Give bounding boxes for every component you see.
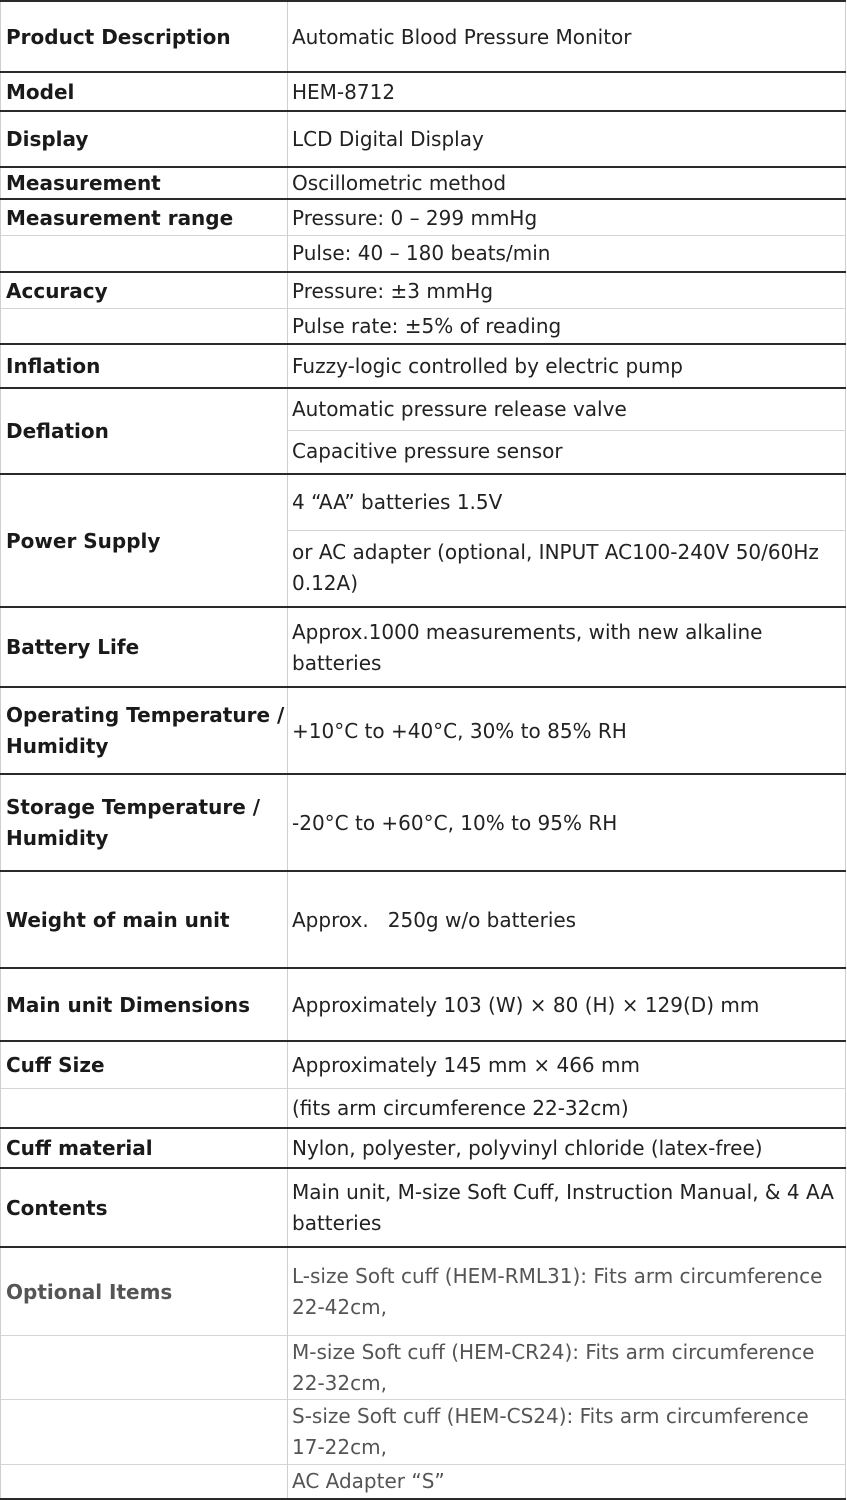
row-value: L-size Soft cuff (HEM-RML31): Fits arm circumference 22-42cm,: [292, 1264, 829, 1319]
table-row-cuff-material: [0, 1127, 846, 1168]
row-label: Battery Life: [6, 635, 140, 659]
row-value: Approximately 103 (W) × 80 (H) × 129(D) mm: [292, 992, 760, 1017]
row-value: Main unit, M-size Soft Cuff, Instruction Manual, & 4 AA batteries: [292, 1180, 841, 1235]
row-label: Contents: [6, 1195, 108, 1220]
row-label: [0, 530, 286, 605]
row-label: Model: [6, 79, 75, 104]
table-row-model: [0, 71, 846, 111]
table-row-storage-temperature: [0, 773, 846, 871]
row-label: [0, 1400, 286, 1464]
row-value: Oscillometric method: [292, 171, 507, 195]
row-value: Fuzzy-logic controlled by electric pump: [292, 354, 683, 378]
table-row-accuracy: [0, 271, 846, 309]
table-row-cuff-size-fits: [0, 1088, 846, 1127]
row-label: [0, 236, 286, 271]
row-label: Weight of main unit: [6, 907, 230, 932]
table-row-deflation-valve: [0, 389, 846, 429]
row-value: Automatic pressure release valve: [292, 396, 627, 421]
table-row-optional-items-adapter: [0, 1464, 846, 1500]
row-label: Main unit Dimensions: [6, 992, 251, 1017]
table-row-deflation-sensor: [0, 430, 846, 472]
row-value: +10°C to +40°C, 30% to 85% RH: [292, 718, 627, 743]
row-value: Nylon, polyester, polyvinyl chloride (latex-free): [292, 1136, 763, 1160]
row-value: Pressure: 0 – 299 mmHg: [292, 205, 538, 230]
row-label: [0, 1089, 286, 1127]
table-row-optional-items: [0, 1246, 846, 1336]
table-row-dimensions: [0, 967, 846, 1041]
table-row-measurement-range-pulse: [0, 235, 846, 271]
row-label: Cuff material: [6, 1136, 153, 1160]
table-row-measurement-range: [0, 198, 846, 236]
table-row-operating-temperature: [0, 686, 846, 774]
row-value: or AC adapter (optional, INPUT AC100-240V 50/60Hz 0.12A): [288, 530, 846, 605]
table-row-measurement: [0, 166, 846, 199]
row-label: Measurement range: [6, 205, 234, 230]
row-label: Optional Items: [6, 1279, 173, 1304]
row-value: M-size Soft cuff (HEM-CR24): Fits arm circumference 22-32cm,: [292, 1339, 821, 1395]
row-label: Measurement: [6, 171, 161, 195]
row-value: Pulse: 40 – 180 beats/min: [292, 241, 551, 265]
row-label: [0, 309, 286, 343]
row-label: Display: [6, 127, 89, 151]
row-value: AC Adapter “S”: [292, 1469, 445, 1493]
table-row-power-supply-adapter: [0, 530, 846, 605]
row-value: (fits arm circumference 22-32cm): [292, 1095, 629, 1120]
row-label: Deflation: [6, 419, 109, 443]
row-label: Inflation: [6, 354, 101, 378]
row-value: LCD Digital Display: [292, 127, 484, 151]
row-value: Pulse rate: ±5% of reading: [292, 313, 562, 338]
table-row-inflation: [0, 343, 846, 388]
table-row-display: [0, 110, 846, 167]
row-label: [0, 430, 286, 472]
table-row-battery-life: [0, 606, 846, 687]
row-label: Cuff Size: [6, 1053, 105, 1077]
table-row-optional-items-m: [0, 1335, 846, 1399]
row-value: HEM-8712: [292, 79, 396, 104]
table-row-contents: [0, 1167, 846, 1247]
row-value: 4 “AA” batteries 1.5V: [292, 489, 503, 514]
row-value: Capacitive pressure sensor: [288, 430, 846, 472]
row-value: Approx. 250g w/o batteries: [292, 907, 577, 932]
row-value: -20°C to +60°C, 10% to 95% RH: [292, 810, 618, 835]
table-row-accuracy-pulse: [0, 308, 846, 343]
row-value: Approximately 145 mm × 466 mm: [292, 1053, 640, 1077]
row-label: [0, 1465, 286, 1498]
row-label: Accuracy: [6, 278, 108, 303]
row-label: Storage Temperature / Humidity: [6, 795, 261, 850]
table-row-product-description: [0, 0, 846, 72]
table-row-cuff-size: [0, 1040, 846, 1089]
row-value: Automatic Blood Pressure Monitor: [292, 24, 632, 49]
row-label: [0, 1336, 286, 1399]
table-row-weight: [0, 870, 846, 968]
row-label: Power Supply: [6, 528, 161, 553]
row-label: Operating Temperature / Humidity: [6, 703, 285, 758]
row-value: S-size Soft cuff (HEM-CS24): Fits arm circumference 17-22cm,: [292, 1404, 816, 1459]
table-row-optional-items-s: [0, 1399, 846, 1464]
row-value: Pressure: ±3 mmHg: [292, 278, 494, 303]
table-row-power-supply-batteries: [0, 475, 846, 529]
row-label: Product Description: [6, 24, 231, 49]
row-value: Approx.1000 measurements, with new alkaline batteries: [292, 619, 769, 675]
